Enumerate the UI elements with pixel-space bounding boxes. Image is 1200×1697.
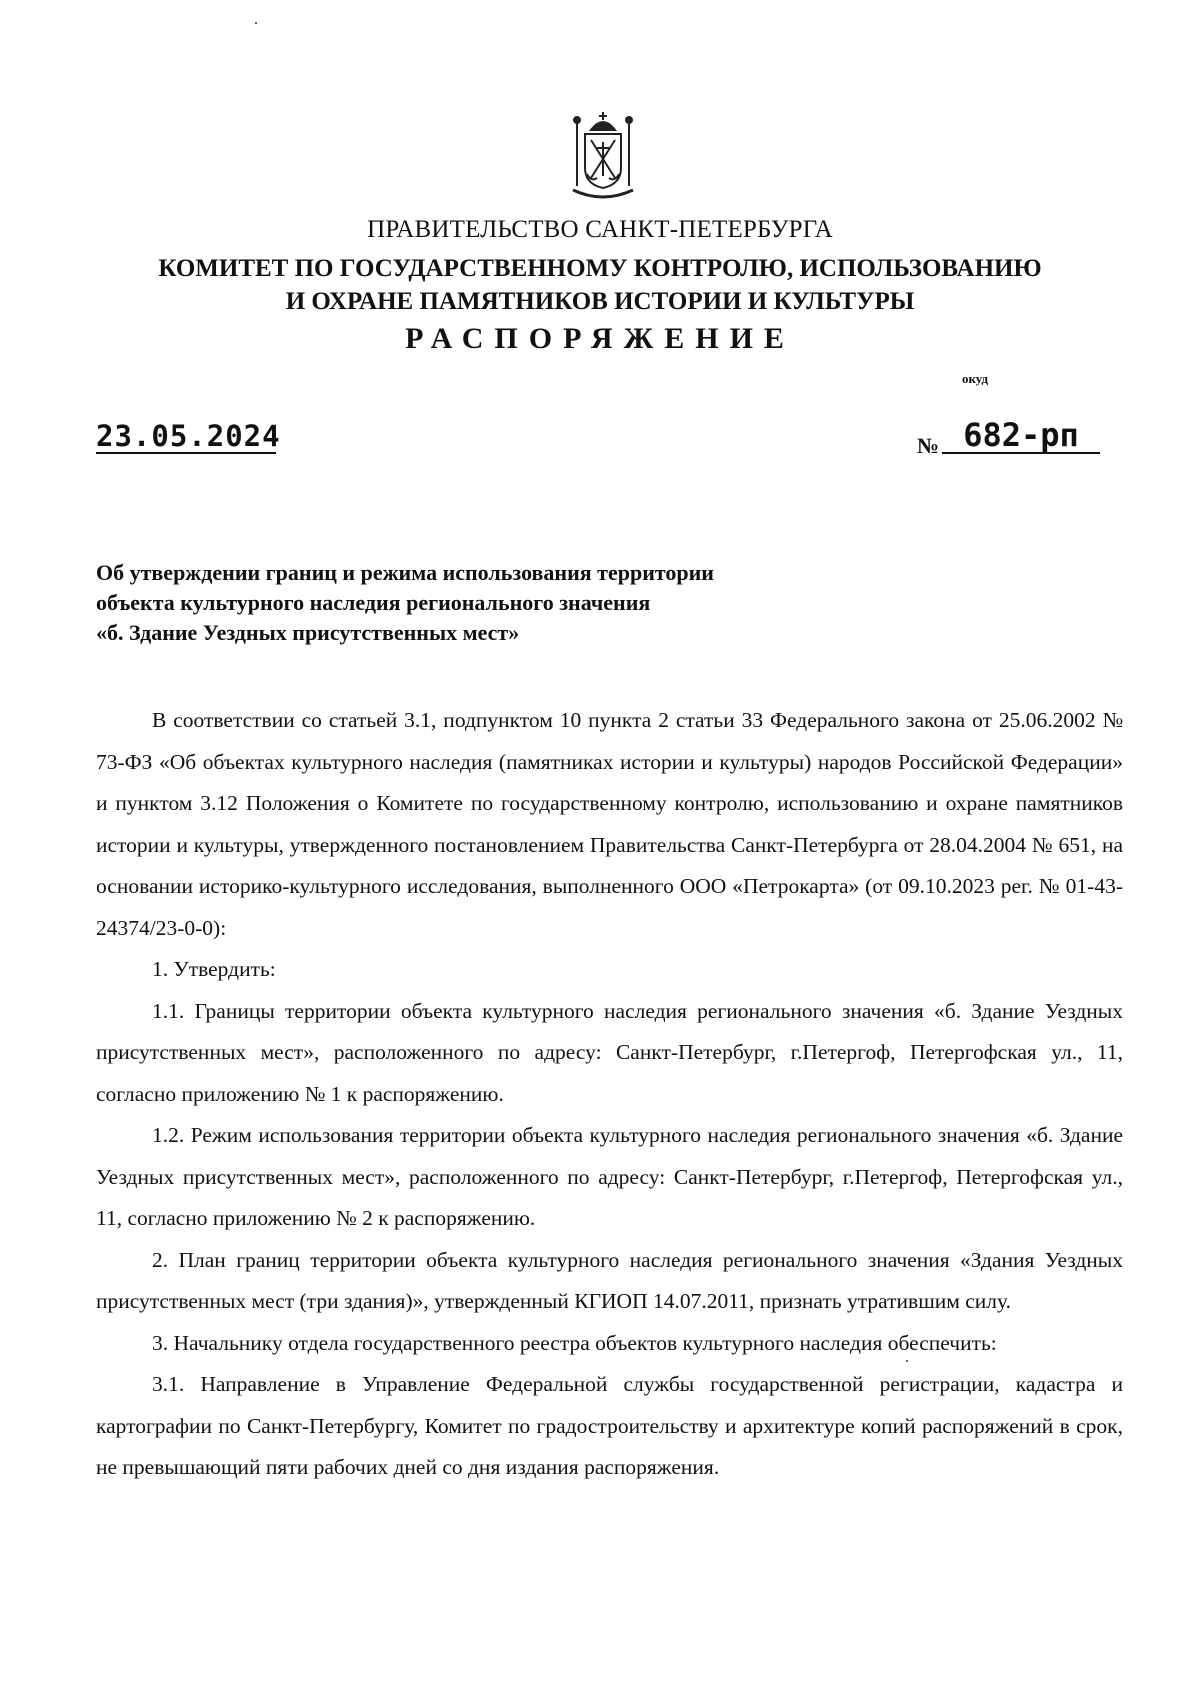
coat-of-arms-emblem — [567, 108, 639, 206]
document-type-title: РАСПОРЯЖЕНИЕ — [405, 322, 795, 355]
scan-speck — [255, 22, 257, 24]
document-number: 682-рп — [942, 418, 1100, 454]
subject-line-3: «б. Здание Уездных присутственных мест» — [96, 620, 520, 645]
number-sign: № — [917, 433, 940, 458]
government-name: ПРАВИТЕЛЬСТВО САНКТ-ПЕТЕРБУРГА — [367, 216, 833, 243]
item-1-2-paragraph: 1.2. Режим использования территории объекта культурного наследия регионального значения «б. Здание Уездных присутственных мест», расположенного по адресу: Санкт-Петербург, г.Петергоф, Петергофская ул., 11, согласно приложению № 2 к распоряжению. — [96, 1123, 1123, 1230]
okud-label: окуд — [962, 371, 989, 386]
committee-name-line-2: И ОХРАНЕ ПАМЯТНИКОВ ИСТОРИИ И КУЛЬТУРЫ — [285, 288, 915, 315]
document-subject — [96, 558, 714, 648]
document-date: 23.05.2024 — [96, 419, 281, 453]
preamble-paragraph: В соответствии со статьей 3.1, подпунктом 10 пункта 2 статьи 33 Федерального закона от 25.06.2002 № 73-ФЗ «Об объектах культурного наследия (памятниках истории и культуры) народов Российской Федерации» и пунктом 3.12 Положения о Комитете по государственному контролю, использованию и охране памятников истории и культуры, утвержденного постановлением Правительства Санкт-Петербурга от 28.04.2004 № 651, на основании историко-культурного исследования, выполненного ООО «Петрокарта» (от 09.10.2023 рег. № 01-43-24374/23-0-0): — [96, 708, 1123, 940]
committee-name-line-1: КОМИТЕТ ПО ГОСУДАРСТВЕННОМУ КОНТРОЛЮ, ИСПОЛЬЗОВАНИЮ — [158, 255, 1042, 282]
scan-speck — [906, 1360, 908, 1362]
item-1-paragraph: 1. Утвердить: — [152, 957, 276, 981]
item-1-1-paragraph: 1.1. Границы территории объекта культурного наследия регионального значения «б. Здание Уездных присутственных мест», расположенного по адресу: Санкт-Петербург, г.Петергоф, Петергофская ул., 11, согласно приложению № 1 к распоряжению. — [96, 998, 1123, 1106]
subject-line-2: объекта культурного наследия регионального значения — [96, 590, 651, 615]
item-2-paragraph: 2. План границ территории объекта культурного наследия регионального значения «Здания Уездных присутственных мест (три здания)», утвержденный КГИОП 14.07.2011, признать утратившим силу. — [96, 1247, 1123, 1313]
item-3-1-paragraph: 3.1. Направление в Управление Федеральной службы государственной регистрации, кадастра и картографии по Санкт-Петербургу, Комитет по градостроительству и архитектуре копий распоряжений в срок, не превышающий пяти рабочих дней со дня издания распоряжения. — [96, 1372, 1123, 1479]
committee-name — [0, 252, 1200, 318]
item-3-paragraph: 3. Начальнику отдела государственного реестра объектов культурного наследия обеспечить: — [152, 1330, 997, 1355]
document-body — [96, 700, 1123, 1489]
subject-line-1: Об утверждении границ и режима использования территории — [96, 560, 714, 585]
